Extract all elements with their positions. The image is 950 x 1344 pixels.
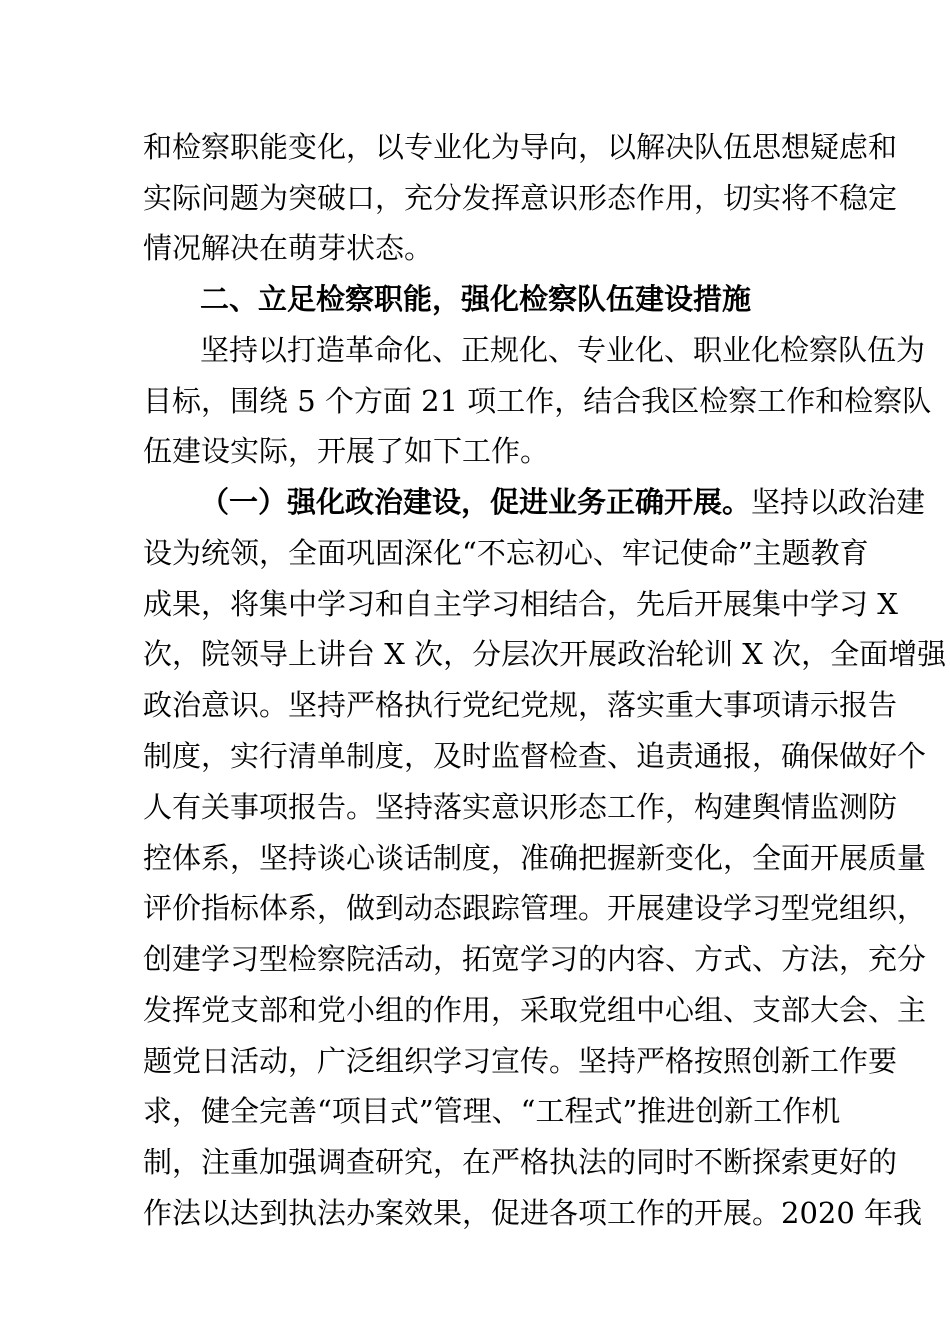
paragraph-line-8: 成果，将集中学习和自主学习相结合，先后开展集中学习 X bbox=[143, 587, 898, 621]
paragraph-line-13: 控体系，坚持谈心谈话制度，准确把握新变化，全面开展质量 bbox=[143, 841, 927, 875]
subsection-heading: （一）强化政治建设，促进业务正确开展。 bbox=[200, 485, 752, 519]
paragraph-line-9: 次，院领导上讲台 X 次，分层次开展政治轮训 X 次，全面增强 bbox=[143, 637, 947, 671]
paragraph-line-11: 制度，实行清单制度，及时监督检查、追责通报，确保做好个 bbox=[143, 739, 927, 773]
paragraph-line-2: 实际问题为突破口，充分发挥意识形态作用，切实将不稳定 bbox=[143, 181, 898, 215]
paragraph-line-17: 题党日活动，广泛组织学习宣传。坚持严格按照创新工作要 bbox=[143, 1044, 898, 1078]
paragraph-line-6: 伍建设实际，开展了如下工作。 bbox=[143, 434, 550, 468]
paragraph-line-19: 制，注重加强调查研究，在严格执法的同时不断探索更好的 bbox=[143, 1145, 898, 1179]
paragraph-line-1: 和检察职能变化，以专业化为导向，以解决队伍思想疑虑和 bbox=[143, 130, 898, 164]
paragraph-line-20: 作法以达到执法办案效果，促进各项工作的开展。2020 年我 bbox=[143, 1196, 923, 1230]
section-heading: 二、立足检察职能，强化检察队伍建设措施 bbox=[200, 282, 752, 316]
paragraph-line-16: 发挥党支部和党小组的作用，采取党组中心组、支部大会、主 bbox=[143, 993, 927, 1027]
paragraph-line-4: 坚持以打造革命化、正规化、专业化、职业化检察队伍为 bbox=[200, 333, 926, 367]
subsection-line bbox=[200, 482, 926, 522]
paragraph-line-10: 政治意识。坚持严格执行党纪党规，落实重大事项请示报告 bbox=[143, 688, 898, 722]
subsection-text-start: 坚持以政治建 bbox=[751, 485, 926, 519]
paragraph-line-15: 创建学习型检察院活动，拓宽学习的内容、方式、方法，充分 bbox=[143, 942, 927, 976]
paragraph-line-14: 评价指标体系，做到动态跟踪管理。开展建设学习型党组织， bbox=[143, 891, 927, 925]
paragraph-line-12: 人有关事项报告。坚持落实意识形态工作，构建舆情监测防 bbox=[143, 790, 898, 824]
paragraph-line-5: 目标，围绕 5 个方面 21 项工作，结合我区检察工作和检察队 bbox=[143, 384, 932, 418]
paragraph-line-18: 求，健全完善“项目式”管理、“工程式”推进创新工作机 bbox=[143, 1094, 841, 1128]
paragraph-line-3: 情况解决在萌芽状态。 bbox=[143, 231, 434, 265]
paragraph-line-7: 设为统领，全面巩固深化“不忘初心、牢记使命”主题教育 bbox=[143, 536, 869, 570]
